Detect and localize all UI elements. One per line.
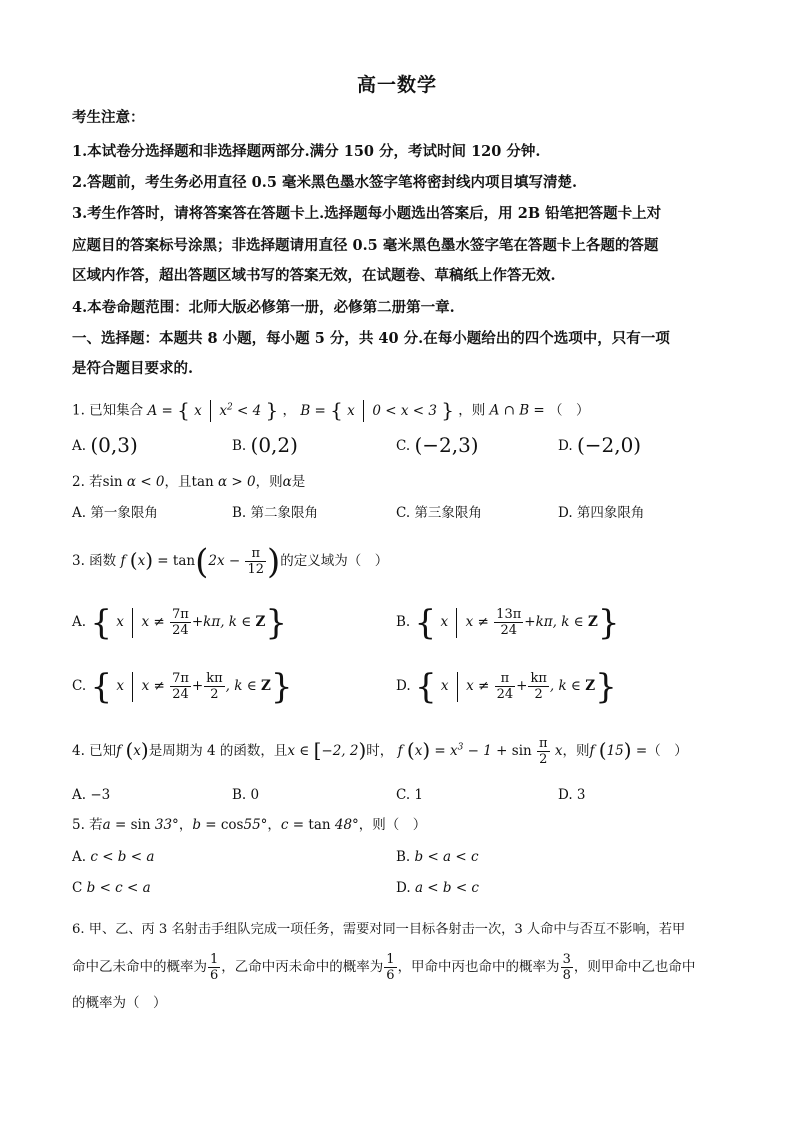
q1-option-c: C. (−2,3) — [396, 433, 479, 457]
q2-option-d: D. 第四象限角 — [558, 505, 645, 521]
notice-heading: 考生注意： — [72, 109, 145, 126]
question-3: 3. 函数 f (x) = tan(2x − $\frac{\pi}{12}$ )的定义域为（ ） — [72, 542, 389, 582]
q1-option-b: B. (0,2) — [232, 433, 298, 457]
q1-prefix: 1. 已知集合 — [72, 402, 144, 419]
notice-item-4: 4.本卷命题范围：北师大版必修第一册，必修第二册第一章. — [72, 299, 455, 316]
question-1: 1. 已知集合 A = { x $x^2 < 4$ } ， B = { x 0 < x < 3 } ，则 A ∩ B = （ ） — [72, 397, 590, 422]
q1-end: （ ） — [549, 402, 590, 419]
q5-option-d: D. a < b < c — [396, 880, 479, 896]
question-4: 4. 已知f (x)是周期为 4 的函数，且x ∈ [−2, 2)时， f $(x) = x^3 - 1 + \sin$ $\frac{\pi}{2}$ x，则f (15) =（ ） — [72, 736, 688, 767]
q3-option-d: D. { x x ≠ $\frac{\pi}{24}$ + $\frac{k\pi}{2}$ , k ∈ Z} — [396, 667, 617, 707]
q1-expr: A ∩ B = — [489, 402, 545, 419]
q3-option-a: A. { x x ≠ $\frac{7\pi}{24}$ +kπ, k ∈ Z} — [72, 603, 288, 643]
notice-item-1: 1.本试卷分选择题和非选择题两部分.满分 150 分，考试时间 120 分钟. — [72, 143, 541, 160]
notice-item-3: 3.考生作答时，请将答案答在答题卡上.选择题每小题选出答案后，用 2B 铅笔把答题卡上对 — [72, 205, 662, 222]
q3-option-b: B. { x x ≠ $\frac{13\pi}{24}$ +kπ, k ∈ Z} — [396, 603, 620, 643]
exam-title: 高一数学 — [356, 74, 437, 96]
q1-option-a: A. (0,3) — [72, 433, 138, 457]
q3-option-c: C. { x x ≠ $\frac{7\pi}{24}$ + $\frac{k\pi}{2}$ , k ∈ Z} — [72, 667, 293, 707]
q2-option-b: B. 第二象限角 — [232, 505, 319, 521]
q1-ask: ，则 — [458, 402, 486, 419]
q2-option-a: A. 第一象限角 — [72, 505, 158, 521]
q5-option-a: A. c < b < a — [72, 849, 155, 865]
q1-option-d: D. (−2,0) — [558, 433, 642, 457]
notice-item-3-cont2: 区域内作答，超出答题区域书写的答案无效，在试题卷、草稿纸上作答无效. — [72, 267, 556, 284]
q5-option-b: B. b < a < c — [396, 849, 479, 865]
question-2: 2. 若sin α < 0，且tan α > 0，则α是 — [72, 474, 306, 490]
q4-option-d: D. 3 — [558, 787, 586, 803]
q4-option-c: C. 1 — [396, 787, 424, 803]
section-heading-cont: 是符合题目要求的. — [72, 360, 194, 377]
question-6-line3: 的概率为（ ） — [72, 995, 167, 1011]
q4-option-a: A. −3 — [72, 787, 111, 803]
question-5: 5. 若a = sin 33°，b = cos55°，c = tan 48°，则（ ） — [72, 817, 427, 833]
question-6-line2: 命中乙未命中的概率为 $\frac{1}{6}$ ，乙命中丙未命中的概率为 $\frac{1}{6}$ ，甲命中丙也命中的概率为 $\frac{3}{8}$ ，则甲命中乙也命中 — [72, 952, 696, 983]
question-6: 6. 甲、乙、丙 3 名射击手组队完成一项任务，需要对同一目标各射击一次，3 人命中与否互不影响，若甲 — [72, 922, 686, 937]
q4-option-b: B. 0 — [232, 787, 260, 803]
q2-option-c: C. 第三象限角 — [396, 505, 482, 521]
notice-item-3-cont: 应题目的答案标号涂黑；非选择题请用直径 0.5 毫米黑色墨水签字笔在答题卡上各题的答题 — [72, 237, 659, 254]
q1-set-a: A = { x $x^2 < 4$ } — [147, 397, 279, 422]
notice-item-2: 2.答题前，考生务必用直径 0.5 毫米黑色墨水签字笔将密封线内项目填写清楚. — [72, 174, 578, 191]
q5-option-c: C b < c < a — [72, 880, 151, 896]
q1-set-b: B = { x 0 < x < 3 } — [300, 397, 454, 422]
section-heading: 一、选择题：本题共 8 小题，每小题 5 分，共 40 分.在每小题给出的四个选项中，只有一项 — [72, 330, 670, 347]
